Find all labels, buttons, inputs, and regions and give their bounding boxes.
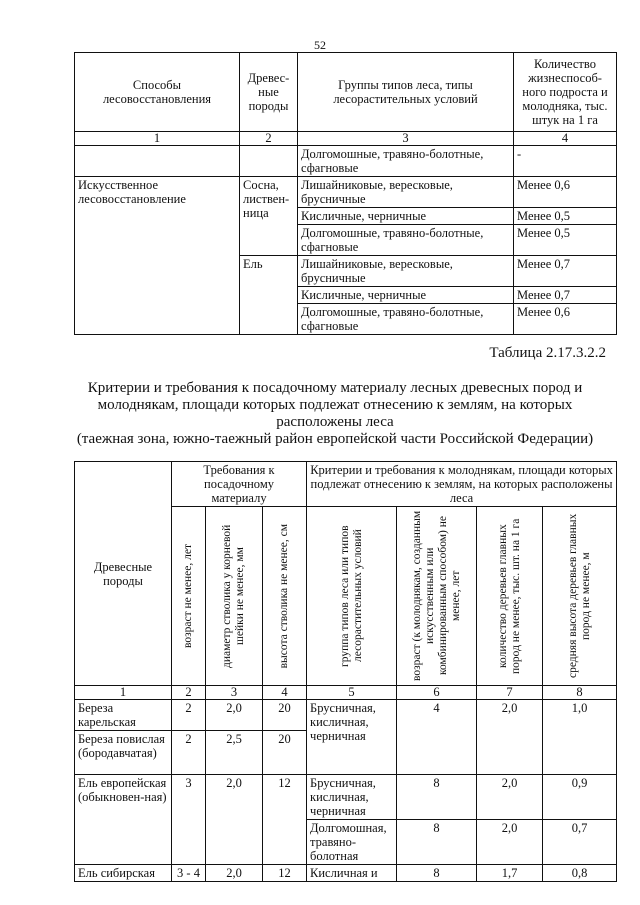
diameter-cell: 2,0 — [206, 775, 263, 865]
column-number: 8 — [543, 686, 617, 700]
column-number: 5 — [307, 686, 397, 700]
header-cell: Способы лесовосстановления — [75, 53, 240, 132]
diameter-cell: 2,0 — [206, 700, 263, 731]
species-cell: Сосна, листвен-ница — [240, 177, 298, 256]
forest-group-cell: Долгомошные, травяно-болотные, сфагновые — [298, 304, 514, 335]
forest-group-cell: Кисличная и — [307, 865, 397, 882]
column-number: 3 — [206, 686, 263, 700]
subheader-height: высота стволика не менее, см — [278, 523, 291, 669]
tree-count-cell: 2,0 — [477, 700, 543, 775]
criteria-table — [74, 461, 617, 882]
subheader-age: возраст не менее, лет — [182, 544, 194, 648]
forest-group-cell: Долгомошные, травяно-болотные, сфагновые — [298, 146, 514, 177]
height-cell: 20 — [263, 731, 307, 775]
height-cell: 12 — [263, 865, 307, 882]
avg-height-cell: 0,7 — [543, 820, 617, 865]
value-cell: Менее 0,5 — [514, 225, 617, 256]
value-cell: Менее 0,6 — [514, 177, 617, 208]
table-caption: Таблица 2.17.3.2.2 — [489, 345, 606, 361]
title-line: (таежная зона, южно-таежный район европейской части Российской Федерации) — [76, 431, 594, 447]
tree-count-cell: 2,0 — [477, 775, 543, 820]
forest-group-cell: Кисличные, черничные — [298, 208, 514, 225]
column-number: 3 — [298, 132, 514, 146]
title-line: Критерии и требования к посадочному материалу лесных древесных пород и — [87, 380, 583, 396]
header-cell: Группы типов леса, типы лесорастительных условий — [298, 53, 514, 132]
young-age-cell: 8 — [397, 775, 477, 820]
title-line: расположены леса — [276, 414, 394, 430]
method-cell — [75, 146, 240, 177]
page-number: 52 — [314, 38, 326, 52]
forest-group-cell: Лишайниковые, вересковые, брусничные — [298, 256, 514, 287]
column-number: 2 — [172, 686, 206, 700]
forest-group-cell: Долгомошная, травяно-болотная — [307, 820, 397, 865]
value-cell: - — [514, 146, 617, 177]
table-title — [62, 380, 608, 448]
value-cell: Менее 0,7 — [514, 256, 617, 287]
species-cell: Ель сибирская — [75, 865, 172, 882]
forest-group-cell: Брусничная, кисличная, черничная — [307, 700, 397, 775]
age-cell: 3 - 4 — [172, 865, 206, 882]
species-cell: Ель европейская (обыкновен-ная) — [75, 775, 172, 865]
young-age-cell: 8 — [397, 820, 477, 865]
height-cell: 20 — [263, 700, 307, 731]
subheader-avg-height: средняя высота деревьев главных пород не менее, м — [566, 513, 592, 679]
age-cell: 2 — [172, 700, 206, 731]
title-line: молоднякам, площади которых подлежат отнесению к землям, на которых — [97, 397, 573, 413]
column-number-row — [75, 132, 617, 146]
table-header-row — [75, 462, 617, 507]
column-number: 7 — [477, 686, 543, 700]
table-row — [75, 177, 617, 208]
height-cell: 12 — [263, 775, 307, 865]
value-cell: Менее 0,7 — [514, 287, 617, 304]
subheader-young-age: возраст (к молоднякам, созданным искусственным или комбинированным способом) не менее, лет — [410, 510, 462, 682]
avg-height-cell: 0,9 — [543, 775, 617, 820]
table-row — [75, 865, 617, 882]
tree-count-cell: 1,7 — [477, 865, 543, 882]
avg-height-cell: 0,8 — [543, 865, 617, 882]
avg-height-cell: 1,0 — [543, 700, 617, 775]
forest-group-cell: Кисличные, черничные — [298, 287, 514, 304]
column-number: 4 — [514, 132, 617, 146]
value-cell: Менее 0,6 — [514, 304, 617, 335]
diameter-cell: 2,0 — [206, 865, 263, 882]
age-cell: 2 — [172, 731, 206, 775]
table-header-row — [75, 53, 617, 132]
column-number: 2 — [240, 132, 298, 146]
column-number: 1 — [75, 686, 172, 700]
forest-group-cell: Долгомошные, травяно-болотные, сфагновые — [298, 225, 514, 256]
column-number: 1 — [75, 132, 240, 146]
value-cell: Менее 0,5 — [514, 208, 617, 225]
tree-count-cell: 2,0 — [477, 820, 543, 865]
method-cell: Искусственное лесовосстановление — [75, 177, 240, 335]
species-cell: Береза повислая (бородавчатая) — [75, 731, 172, 775]
table-row — [75, 775, 617, 820]
subheader-diameter: диаметр стволика у корневой шейки не менее, мм — [221, 524, 246, 668]
regeneration-table — [74, 52, 617, 335]
planting-material-header: Требования к посадочному материалу — [172, 462, 307, 507]
column-number: 4 — [263, 686, 307, 700]
forest-group-cell: Лишайниковые, вересковые, брусничные — [298, 177, 514, 208]
header-cell: Древес-ные породы — [240, 53, 298, 132]
species-header: Древесные породы — [75, 462, 172, 686]
column-number-row — [75, 686, 617, 700]
species-cell: Береза карельская — [75, 700, 172, 731]
column-number: 6 — [397, 686, 477, 700]
table-row — [75, 700, 617, 731]
species-cell — [240, 146, 298, 177]
species-cell: Ель — [240, 256, 298, 335]
young-stands-header: Критерии и требования к молоднякам, площади которых подлежат отнесению к землям, на которых расположены леса — [307, 462, 617, 507]
header-cell: Количество жизнеспособ-ного подроста и молодняка, тыс. штук на 1 га — [514, 53, 617, 132]
young-age-cell: 4 — [397, 700, 477, 775]
subheader-forest-group: группа типов леса или типов лесорастительных условий — [338, 525, 364, 667]
subheader-tree-count: количество деревьев главных пород не менее, тыс. шт. на 1 га — [496, 518, 522, 674]
diameter-cell: 2,5 — [206, 731, 263, 775]
young-age-cell: 8 — [397, 865, 477, 882]
age-cell: 3 — [172, 775, 206, 865]
forest-group-cell: Брусничная, кисличная, черничная — [307, 775, 397, 820]
table-row — [75, 146, 617, 177]
